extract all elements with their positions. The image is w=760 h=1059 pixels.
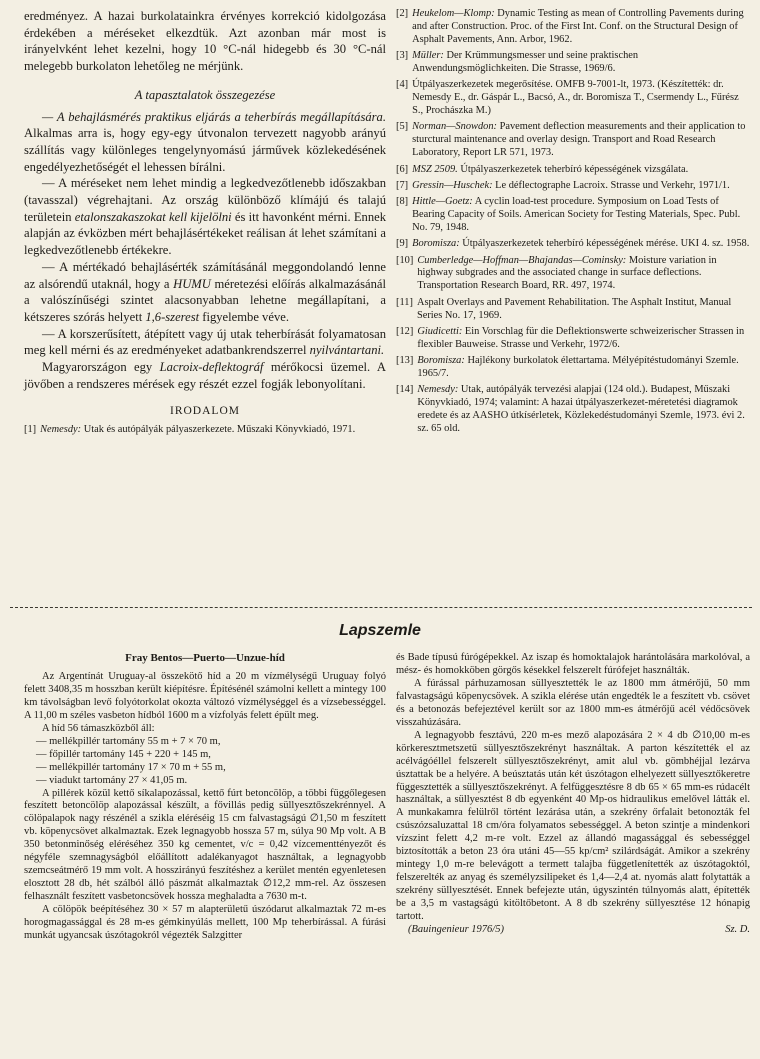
summary-paragraph-1 xyxy=(24,109,386,176)
references-column xyxy=(396,8,750,439)
reference-text: A cyclin load-test procedure. Symposium on Load Tests of Bearing Capacity of Soils. American Society for Testing Materials, Spec. Publ. No. 79, 1948. xyxy=(412,196,741,233)
section-title: A tapasztalatok összegezése xyxy=(134,87,276,102)
article-footer xyxy=(396,924,750,937)
reference-text: Utak és autópályák pályaszerkezete. Műszaki Könyvkiadó, 1971. xyxy=(81,424,356,436)
text: figyelembe véve. xyxy=(199,309,289,324)
article-paragraph: A híd 56 támaszközből áll: xyxy=(42,722,155,734)
reference-author: Gressin—Huschek: xyxy=(412,179,493,191)
emphasis: etalonszakaszokat kell kijelölni xyxy=(74,209,232,224)
emphasis: nyilvántartani. xyxy=(309,343,385,358)
article-left-column xyxy=(24,652,386,943)
reference-author: Nemesdy: xyxy=(417,384,459,396)
reference-body xyxy=(417,326,750,352)
span-list-item: — mellékpillér tartomány 17 × 70 m + 55 m, xyxy=(36,761,226,773)
reference-author: Giudicetti: xyxy=(417,325,463,337)
summary-paragraph-2 xyxy=(24,175,386,259)
reference-text: Le déflectographe Lacroix. Strasse und Verkehr, 1971/1. xyxy=(492,179,730,191)
reference-number: [6] xyxy=(396,163,409,175)
reference-body xyxy=(412,196,750,235)
reference-body xyxy=(412,79,750,118)
reference-body xyxy=(412,180,750,193)
text: Magyarországon egy xyxy=(42,360,160,375)
reference-number: [9] xyxy=(396,238,409,250)
reference-body xyxy=(412,8,750,47)
reference-number: [2] xyxy=(396,8,409,19)
reference-author: Nemesdy: xyxy=(40,424,82,436)
reference-author: MSZ 2509. xyxy=(412,163,458,175)
reference-number: [10] xyxy=(396,254,414,266)
reference-body xyxy=(40,424,386,437)
reference-text: Utak, autópályák tervezési alapjai (124 old.). Budapest, Műszaki Könyvkiadó, 1974; valamint: A hazai útpályaszerkezet-méretetési diagramok eredete és az AASHO útkísérletek, Közlekedéstudományi Szemle, 1973. évi 2. sz. 65 old. xyxy=(417,384,745,434)
text: mérőkocsi üzemel. A jövőben a rendszeres mérések egy részét ezzel fogják lebonyolítani. xyxy=(24,360,386,391)
span-list-item: — mellékpillér tartomány 55 m + 7 × 70 m, xyxy=(36,735,221,747)
section-heading: Lapszemle xyxy=(339,622,421,639)
reference-text: Pavement deflection measurements and their application to sturctural maintenance and overlay design. Transport and Road Research Laboratory, Report LR 571, 1973. xyxy=(412,121,746,159)
reference-number: [8] xyxy=(396,196,409,208)
reference-item xyxy=(396,50,750,76)
article-paragraph: és Bade típusú fúrógépekkel. Az iszap és homoktalajok harántolására markolóval, a mész- és homokköben görgős késekkel felszerelt fúrófejet használták. xyxy=(396,652,750,676)
references-title: IRODALOM xyxy=(170,405,240,418)
reference-body xyxy=(417,297,750,323)
text: és itt havonként mérni. Ennek alapján az évközben mért behajlásértékeket reálisan át lehet számítani a legkedvezőtlenebb értékekre. xyxy=(24,209,386,258)
reference-item xyxy=(396,326,750,352)
reference-item xyxy=(396,238,750,251)
article-paragraph: Az Argentínát Uruguay-al összekötő híd a 20 m vízmélységű Uruguay folyó felett 3408,35 m hosszban került kiépítésre. Építésénél számolni kellett a mintegy 100 km távolságban levő folyótorkolat okozta változó vízmélységgel és a vízsebességgel. A 11,00 m széles vasbeton hídból 1600 m a vízfolyás felett épült meg. xyxy=(24,670,386,721)
reference-number: [14] xyxy=(396,384,414,396)
article-paragraph: A pillérek közül kettő síkalapozással, kettő fúrt betoncölöp, a többi függőlegesen feszített betoncölöp alapozással készült, a fővillás pedig süllyesztőszekrénnyel. A cölöpalapok nagy részénél a szikla eléréséig 15 cm falvastagságú ∅1,50 m feszített vb. köpenycsövet alkalmaztak. Ezek legnagyobb hossza 57 m, súlya 90 Mp volt. A B 350 betonminőség eléréséhez 350 kg cementet, v/c = 0,42 vízcementtényezőt és négyféle szemnagyságból előállított adalékanyagot használtak, a legnagyobb szemcseátmérő 19 mm volt. A hosszirányú feszítéshez a kerület mentén egyenletesen elosztott 28 db, hét szálból álló pászmát alkalmaztak ∅12,2 mm-rel. Az összesen felhasznált feszített vasbetoncsövek hossza meghaladta a 7630 m-t. xyxy=(24,787,386,903)
reference-author: Müller: xyxy=(412,50,444,62)
section-divider xyxy=(10,607,752,608)
reference-number: [1] xyxy=(24,424,37,436)
text: — A korszerűsített, átépített vagy új utak teherbírását folyamatosan meg kell mérni és az eredményeket adatbankrendszerrel xyxy=(24,326,386,358)
reference-text: Útpályaszerkezetek teherbíró képességének vizsgálata. xyxy=(457,163,689,175)
reference-author: Boromisza: xyxy=(417,355,465,367)
reference-item xyxy=(396,384,750,436)
reference-body xyxy=(412,164,750,177)
reference-item xyxy=(396,164,750,177)
reference-item xyxy=(396,8,750,47)
reference-text: Hajlékony burkolatok élettartama. Mélyépítéstudományi Szemle. 1965/7. xyxy=(417,355,739,379)
article-source: (Bauingenieur 1976/5) xyxy=(408,924,504,936)
reference-author: Cumberledge—Hoffman—Bhajandas—Cominsky: xyxy=(417,254,627,266)
article-paragraph: A fúrással párhuzamosan süllyesztették le az 1800 mm átmérőjű, 50 mm falvastagságú köpenycsövek. A szikla elérése után engedték le a feszített vb. csövet és a betonozás befejeztével került sor az 1800 mm-es átmérőjű acél védőcsövek visszahúzására. xyxy=(396,677,750,728)
reference-author: Boromisza: xyxy=(412,238,460,250)
reference-item xyxy=(396,121,750,160)
article-right-column xyxy=(396,652,750,937)
reference-author: Norman—Snowdon: xyxy=(412,121,497,133)
reference-item xyxy=(396,180,750,193)
reference-item xyxy=(396,196,750,235)
intro-paragraph: eredményez. A hazai burkolatainkra érvényes korrekció kidolgozása érdekében a méréseket elkezdtük. Azt azonban már most is irányelvként lehet kezelni, hogy 10 °C-nál hidegebb és 30 °C-nál melegebb burkolaton lehetőleg ne mérjünk. xyxy=(24,9,386,74)
emphasis: HUMU xyxy=(173,276,211,291)
summary-paragraph-4 xyxy=(24,326,386,359)
reference-text: Aspalt Overlays and Pavement Rehabilitation. The Asphalt Institut, Manual Series No. 17, 1969. xyxy=(416,296,732,321)
reference-body xyxy=(417,355,750,381)
article-signature: Sz. D. xyxy=(725,924,750,936)
summary-paragraph-3 xyxy=(24,259,386,326)
reference-item xyxy=(396,355,750,381)
emphasis: — A behajlásmérés praktikus eljárás a teherbírás megállapítására. xyxy=(42,109,386,124)
reference-body xyxy=(412,121,750,160)
text: méretezési előírás alkalmazásánál a valószínűségi szintet alacsonyabban lehetne megállapítani, a kétszeres szórás helyett xyxy=(24,276,386,324)
summary-paragraph-5 xyxy=(24,359,386,392)
reference-body xyxy=(412,238,750,251)
emphasis: Lacroix-deflektográf xyxy=(159,360,264,375)
reference-item xyxy=(24,424,386,437)
reference-text: Útpályaszerkezetek teherbíró képességének mérése. UKI 4. sz. 1958. xyxy=(459,238,750,250)
reference-item xyxy=(396,255,750,294)
reference-author: Hittle—Goetz: xyxy=(412,196,473,208)
reference-body xyxy=(417,255,750,294)
reference-number: [5] xyxy=(396,121,409,133)
reference-body xyxy=(412,50,750,76)
reference-text: Útpályaszerkezetek megerősítése. OMFB 9-7001-lt, 1973. (Készítették: dr. Nemesdy E., dr. Gáspár L., Bacsó, A., dr. Boromisza T., Csermendy L., Fűrész S., Prochászka M.) xyxy=(412,79,739,117)
reference-number: [4] xyxy=(396,79,409,91)
reference-item xyxy=(396,79,750,118)
reference-text: Moisture variation in highway subgrades and the associated change in surface deflections. Transportation Research Board, RR. 497, 1974. xyxy=(417,254,717,292)
reference-text: Dynamic Testing as mean of Controlling Pavements during and after Construction. Proc. of the First Int. Conf. on the Structural Design of Asphalt Pavements, Ann. Arbor, 1962. xyxy=(412,8,744,45)
reference-number: [7] xyxy=(396,179,409,191)
article-title: Fray Bentos—Puerto—Unzue-híd xyxy=(125,652,285,664)
top-left-column xyxy=(24,8,386,442)
emphasis: 1,6-szerest xyxy=(145,309,200,324)
text: Alkalmas arra is, hogy egy-egy útvonalon tervezett nagyobb arányú szállítás vagy különleges tengelynyomású járművek közlekedésének engedélyezhetőségét el lehessen bírálni. xyxy=(24,126,386,174)
reference-number: [11] xyxy=(396,296,413,308)
reference-number: [12] xyxy=(396,325,414,337)
article-paragraph: A legnagyobb fesztávú, 220 m-es mező alapozására 2 × 4 db ∅10,00 m-es körkeresztmetszetű süllyesztőszekrényt használtak. A parton készítették el az acélvágóéllel felszerelt süllyesztőszekrényt, amit alul vb. gömbhéjjal lezárva úsztattak be a helyére. A beúsztatás után két úszótagon elhelyezett süllyesztőkeretre függesztették a süllyesztőszekrényt. A felfüggesztésre 8 db 65 × 65 mm-es rúdacélt használtak, a süllyesztést 8 db egyenként 40 Mp-os hidraulikus emelővel látták el. A munkakamra felülről történt lezárása után, a szekrény őrfalait betonozták fel csúszózsaluzattal 18 cm/óra folyamatos sebességgel. A beton szintje a mindenkori vízszint felett 4,2 m-re volt. Ezzel az állandó magassággal és sebességgel biztosították a beton 23 óra utáni 45—55 kp/cm² szilárdságát. Amikor a szekrény mintegy 1,0 m-re belevágott a termett talajba függetlenítették az úszótagoktól, felszerelték az anyag és személyzsilipeket és 1,4—2,4 at. nyomás alatt folytatták a szekrény süllyesztését. Ennek befejezte után, úgyszintén túlnyomás alatt, építették be a 3,5 m vastagságú kitöltőbetont. A 8 db szekrény süllyesztése 12 hónapig tartott. xyxy=(396,729,750,923)
span-list-item: — viadukt tartomány 27 × 41,05 m. xyxy=(36,774,188,786)
reference-text: Der Krümmungsmesser und seine praktischen Anwendungsmöglichkeiten. Die Strasse, 1969/6. xyxy=(412,50,639,75)
text: — A méréseket nem lehet mindig a legkedvezőtlenebb időszakban (tavasszal) végrehajtani. Az ország különböző klímájú és talajú területein xyxy=(24,176,386,224)
reference-item xyxy=(396,297,750,323)
reference-number: [3] xyxy=(396,50,409,62)
text: — A mértékadó behajlásérték számításánál meggondolandó lenne az alsórendű utaknál, hogy a xyxy=(24,259,386,291)
span-list-item: — főpillér tartomány 145 + 220 + 145 m, xyxy=(36,748,211,760)
article-paragraph: A cölöpök beépítéséhez 30 × 57 m alapterületű úszódarut alkalmaztak 72 m-es horogmagassággal és 28 m-es gémkinyúlás mellett, 100 Mp teherbírással. A fúrási munkát ugyancsak úszótagokról végezték Salzgitter xyxy=(24,904,386,942)
reference-text: Ein Vorschlag für die Deflektionswerte schweizerischer Strassen in flexibler Bauweise. Strasse und Verkehr, 1972/6. xyxy=(417,325,745,350)
reference-number: [13] xyxy=(396,355,414,367)
span-list xyxy=(24,736,386,788)
reference-body xyxy=(417,384,750,436)
reference-author: Heukelom—Klomp: xyxy=(412,8,495,19)
